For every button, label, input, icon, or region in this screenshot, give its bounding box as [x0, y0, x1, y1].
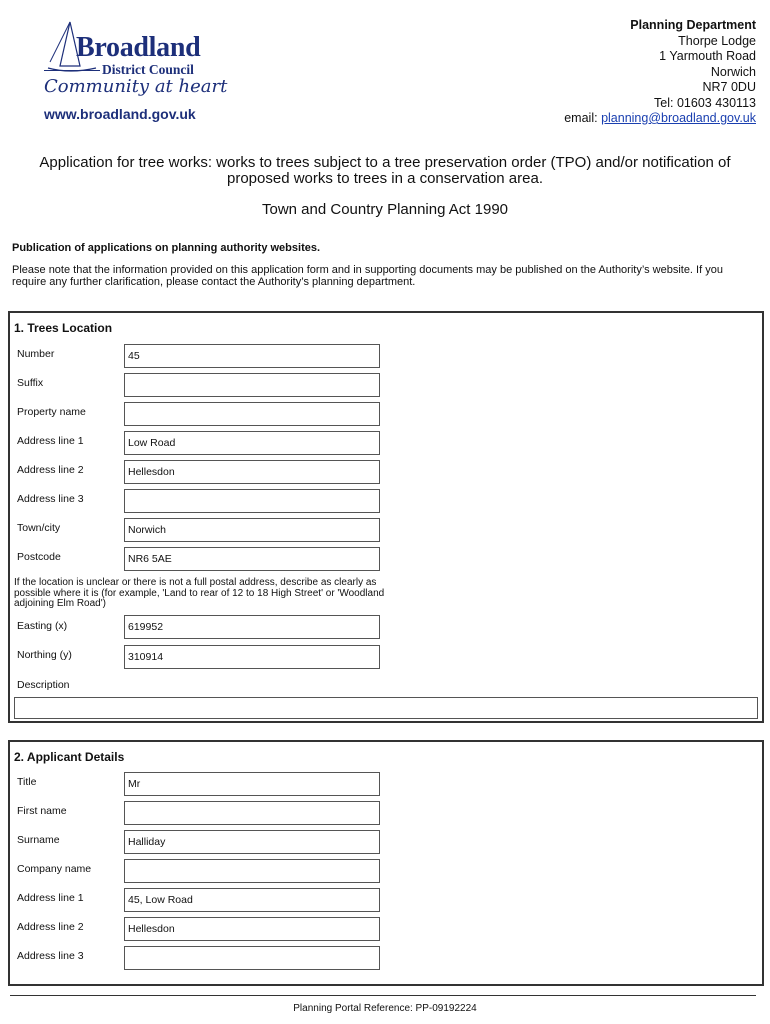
surname-field[interactable]: Halliday — [124, 830, 380, 854]
department-address — [564, 18, 756, 127]
field-label: Suffix — [17, 377, 44, 389]
field-label: Postcode — [17, 551, 61, 563]
applicant-address-line-3-field[interactable] — [124, 946, 380, 970]
section-title: 1. Trees Location — [14, 321, 113, 335]
logo-name: Broadland — [76, 32, 201, 63]
easting-field[interactable]: 619952 — [124, 615, 380, 639]
publication-heading: Publication of applications on planning authority websites. — [12, 242, 321, 254]
field-label: Northing (y) — [17, 649, 72, 661]
field-label: Title — [17, 776, 37, 788]
logo-tagline: Community at heart — [44, 76, 228, 97]
logo-subname: District Council — [102, 62, 194, 77]
council-website[interactable]: www.broadland.gov.uk — [44, 106, 196, 122]
field-label: Town/city — [17, 522, 61, 534]
email-link[interactable]: planning@broadland.gov.uk — [601, 111, 756, 125]
applicant-address-line-1-field[interactable]: 45, Low Road — [124, 888, 380, 912]
address-line-1-field[interactable]: Low Road — [124, 431, 380, 455]
postcode-field[interactable]: NR6 5AE — [124, 547, 380, 571]
trees-location-section — [8, 311, 764, 723]
form-title: Application for tree works: works to trees subject to a tree preservation order (TPO) and/or notification of proposed works to trees in a conservation area. — [39, 154, 731, 187]
department-name: Planning Department — [630, 18, 756, 32]
field-label: Address line 2 — [17, 921, 84, 933]
field-label: Address line 1 — [17, 892, 84, 904]
field-label: Address line 2 — [17, 464, 84, 476]
suffix-field[interactable] — [124, 373, 380, 397]
property-name-field[interactable] — [124, 402, 380, 426]
field-label: Address line 3 — [17, 493, 84, 505]
field-label: Property name — [17, 406, 86, 418]
logo-divider — [44, 70, 100, 71]
section-title: 2. Applicant Details — [14, 750, 125, 764]
first-name-field[interactable] — [124, 801, 380, 825]
field-label: Surname — [17, 834, 60, 846]
address-line-2-field[interactable]: Hellesdon — [124, 460, 380, 484]
applicant-address-line-2-field[interactable]: Hellesdon — [124, 917, 380, 941]
address-email-row — [564, 111, 756, 127]
field-label: First name — [17, 805, 67, 817]
description-field[interactable] — [14, 697, 758, 719]
address-telephone: Tel: 01603 430113 — [654, 95, 756, 110]
northing-field[interactable]: 310914 — [124, 645, 380, 669]
field-label: Number — [17, 348, 55, 360]
applicant-details-section — [8, 740, 764, 986]
portal-reference: Planning Portal Reference: PP-09192224 — [293, 1003, 477, 1014]
address-postcode: NR7 0DU — [702, 80, 756, 94]
company-name-field[interactable] — [124, 859, 380, 883]
address-line-3-field[interactable] — [124, 489, 380, 513]
town-city-field[interactable]: Norwich — [124, 518, 380, 542]
publication-text: Please note that the information provided on this application form and in supporting documents may be published on the Authority’s website. If you require any further clarification, please contact the Authority’s planning department. — [12, 264, 723, 288]
address-line-3: Norwich — [710, 64, 756, 79]
field-label: Company name — [17, 863, 92, 875]
address-line-2: 1 Yarmouth Road — [659, 49, 756, 63]
footer-divider — [10, 995, 756, 996]
field-label: Address line 1 — [17, 435, 84, 447]
council-logo — [40, 18, 230, 128]
form-act: Town and Country Planning Act 1990 — [262, 201, 508, 218]
description-label: Description — [17, 679, 70, 691]
number-field[interactable]: 45 — [124, 344, 380, 368]
field-label: Address line 3 — [17, 950, 84, 962]
address-line-1: Thorpe Lodge — [678, 33, 756, 48]
title-field[interactable]: Mr — [124, 772, 380, 796]
field-label: Easting (x) — [17, 620, 68, 632]
location-note: If the location is unclear or there is not a full postal address, describe as clearly as possible where it is (for example, 'Land to rear of 12 to 18 High Street' or 'Woodland adjoining Elm Road') — [14, 577, 385, 609]
email-label: email: — [564, 111, 602, 125]
